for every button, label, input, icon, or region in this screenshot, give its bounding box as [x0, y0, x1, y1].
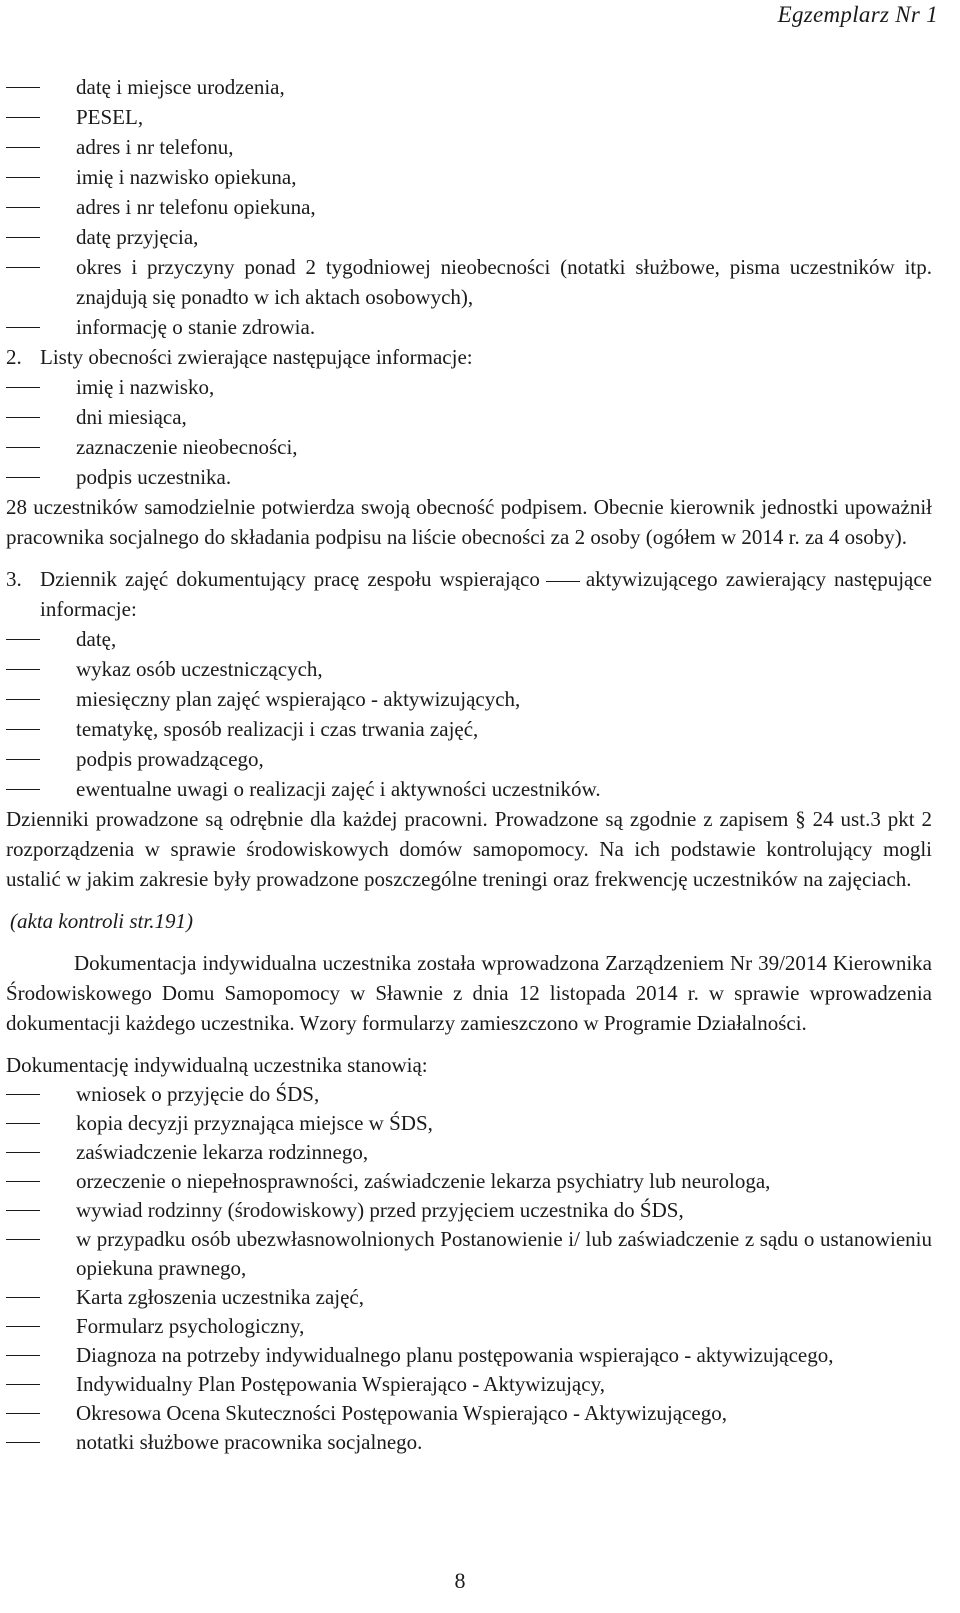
participant-data-list	[6, 72, 932, 342]
list-item: miesięczny plan zajęć wspierająco - aktywizujących,	[6, 684, 932, 714]
list-item: okres i przyczyny ponad 2 tygodniowej nieobecności (notatki służbowe, pisma uczestników itp. znajdują się ponadto w ich aktach osobowych),	[6, 252, 932, 312]
list-item: Karta zgłoszenia uczestnika zajęć,	[6, 1283, 932, 1312]
list-item: imię i nazwisko,	[6, 372, 932, 402]
documentation-list-heading: Dokumentację indywidualną uczestnika stanowią:	[6, 1053, 428, 1077]
dash-bullet-icon	[6, 327, 40, 328]
list-item: Okresowa Ocena Skuteczności Postępowania Wspierająco - Aktywizującego,	[6, 1399, 932, 1428]
section-3-heading: 3. Dziennik zajęć dokumentujący pracę zespołu wspierająco aktywizującego zawierający następujące informacje:	[6, 564, 932, 624]
section-number: 2.	[6, 345, 22, 369]
dash-bullet-icon	[6, 147, 40, 148]
list-item: w przypadku osób ubezwłasnowolnionych Postanowienie i/ lub zaświadczenie z sądu o ustanowieniu opiekuna prawnego,	[6, 1225, 932, 1283]
document-body	[6, 72, 932, 1457]
dash-bullet-icon	[6, 1181, 40, 1182]
dash-bullet-icon	[6, 789, 40, 790]
section-number: 3.	[6, 567, 22, 591]
list-item: Formularz psychologiczny,	[6, 1312, 932, 1341]
dash-bullet-icon	[6, 87, 40, 88]
dash-bullet-icon	[6, 639, 40, 640]
list-item: wywiad rodzinny (środowiskowy) przed przyjęciem uczestnika do ŚDS,	[6, 1196, 932, 1225]
dash-bullet-icon	[6, 207, 40, 208]
dash-bullet-icon	[6, 417, 40, 418]
dash-bullet-icon	[6, 669, 40, 670]
list-item: orzeczenie o niepełnosprawności, zaświadczenie lekarza psychiatry lub neurologa,	[6, 1167, 932, 1196]
list-item: imię i nazwisko opiekuna,	[6, 162, 932, 192]
dash-bullet-icon	[6, 117, 40, 118]
dash-bullet-icon	[6, 759, 40, 760]
documentation-list	[6, 1080, 932, 1457]
journals-paragraph: Dzienniki prowadzone są odrębnie dla każdej pracowni. Prowadzone są zgodnie z zapisem § 24 ust.3 pkt 2 rozporządzenia w sprawie środowiskowych domów samopomocy. Na ich podstawie kontrolujący mogli ustalić w jakim zakresie były prowadzone poszczególne treningi oraz frekwencję uczestników na zajęciach.	[6, 807, 932, 891]
dash-bullet-icon	[6, 1297, 40, 1298]
list-item: PESEL,	[6, 102, 932, 132]
list-item: kopia decyzji przyznająca miejsce w ŚDS,	[6, 1109, 932, 1138]
dash-bullet-icon	[6, 1123, 40, 1124]
attendance-paragraph: 28 uczestników samodzielnie potwierdza swoją obecność podpisem. Obecnie kierownik jednostki upoważnił pracownika socjalnego do składania podpisu na liście obecności za 2 osoby (ogółem w 2014 r. za 4 osoby).	[6, 495, 932, 549]
dash-bullet-icon	[6, 1239, 40, 1240]
dash-bullet-icon	[6, 237, 40, 238]
dash-bullet-icon	[6, 1355, 40, 1356]
list-item: adres i nr telefonu,	[6, 132, 932, 162]
dash-bullet-icon	[6, 1442, 40, 1443]
list-item: datę,	[6, 624, 932, 654]
list-item: wykaz osób uczestniczących,	[6, 654, 932, 684]
dash-bullet-icon	[6, 447, 40, 448]
list-item: datę przyjęcia,	[6, 222, 932, 252]
list-item: adres i nr telefonu opiekuna,	[6, 192, 932, 222]
dash-bullet-icon	[6, 1326, 40, 1327]
dash-bullet-icon	[6, 699, 40, 700]
audit-reference-note: (akta kontroli str.191)	[10, 909, 193, 933]
dash-bullet-icon	[6, 267, 40, 268]
list-item: informację o stanie zdrowia.	[6, 312, 932, 342]
dash-bullet-icon	[6, 1413, 40, 1414]
class-journal-items	[6, 624, 932, 804]
list-item: ewentualne uwagi o realizacji zajęć i aktywności uczestników.	[6, 774, 932, 804]
list-item: podpis prowadzącego,	[6, 744, 932, 774]
page-number: 8	[454, 1568, 466, 1593]
list-item: wniosek o przyjęcie do ŚDS,	[6, 1080, 932, 1109]
attendance-list-items	[6, 372, 932, 492]
list-item: datę i miejsce urodzenia,	[6, 72, 932, 102]
documentation-paragraph: Dokumentacja indywidualna uczestnika została wprowadzona Zarządzeniem Nr 39/2014 Kierownika Środowiskowego Domu Samopomocy w Sławnie z dnia 12 listopada 2014 r. w sprawie wprowadzenia dokumentacji każdego uczestnika. Wzory formularzy zamieszczono w Programie Działalności.	[6, 951, 932, 1035]
dash-bullet-icon	[6, 387, 40, 388]
list-item: Diagnoza na potrzeby indywidualnego planu postępowania wspierająco - aktywizującego,	[6, 1341, 932, 1370]
dash-bullet-icon	[6, 1094, 40, 1095]
list-item: zaświadczenie lekarza rodzinnego,	[6, 1138, 932, 1167]
dash-bullet-icon	[6, 477, 40, 478]
section-2-heading: 2. Listy obecności zwierające następujące informacje:	[6, 342, 932, 372]
dash-bullet-icon	[6, 729, 40, 730]
copy-number-header: Egzemplarz Nr 1	[777, 2, 938, 27]
list-item: podpis uczestnika.	[6, 462, 932, 492]
dash-bullet-icon	[6, 1384, 40, 1385]
list-item: Indywidualny Plan Postępowania Wspierająco - Aktywizujący,	[6, 1370, 932, 1399]
dash-bullet-icon	[6, 1152, 40, 1153]
list-item: tematykę, sposób realizacji i czas trwania zajęć,	[6, 714, 932, 744]
dash-bullet-icon	[6, 1210, 40, 1211]
dash-icon	[546, 581, 580, 582]
dash-bullet-icon	[6, 177, 40, 178]
list-item: notatki służbowe pracownika socjalnego.	[6, 1428, 932, 1457]
list-item: zaznaczenie nieobecności,	[6, 432, 932, 462]
list-item: dni miesiąca,	[6, 402, 932, 432]
